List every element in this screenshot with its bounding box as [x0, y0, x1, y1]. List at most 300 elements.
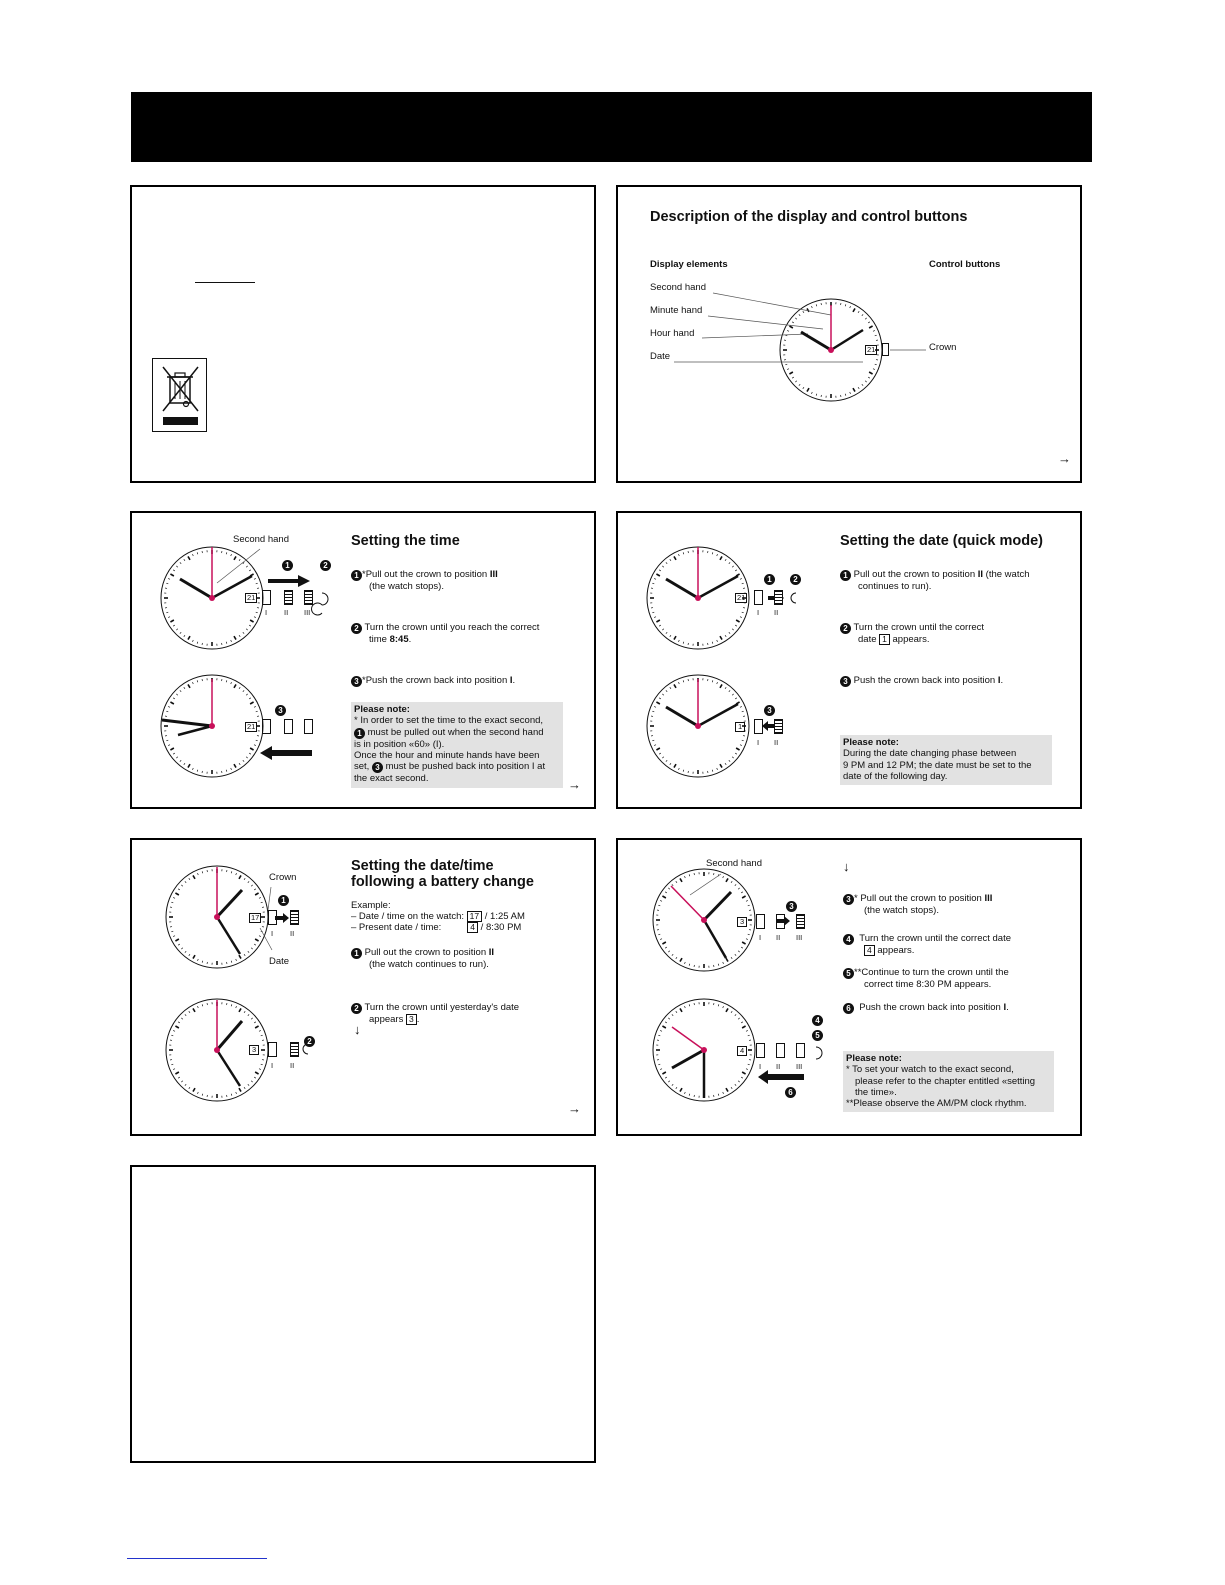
dial-tick — [748, 1035, 750, 1036]
dial-tick — [181, 1081, 182, 1082]
dial-tick — [259, 1030, 261, 1031]
crown-icon — [304, 719, 313, 734]
dial-tick — [746, 900, 748, 901]
dial-tick — [811, 306, 812, 308]
dial-tick — [662, 694, 663, 695]
panel-display-description — [616, 185, 1082, 483]
next-arrow: → — [568, 777, 581, 792]
dial-tick — [656, 702, 659, 704]
next-arrow: → — [1058, 451, 1071, 466]
position-label: II — [290, 929, 295, 938]
dial-tick — [236, 959, 237, 961]
dial-tick — [674, 764, 676, 767]
dial-tick — [192, 768, 193, 770]
note-title: Please note: — [354, 704, 410, 715]
step-text: (the watch stops). — [369, 581, 444, 592]
panel-battery-change-continued — [616, 838, 1082, 1136]
dial-tick — [668, 1081, 669, 1082]
dial-tick — [729, 562, 730, 563]
date-box: 17 — [467, 911, 482, 922]
dial-tick — [668, 951, 669, 952]
step-5: 5 **Continue to turn the crown until the correct time 8:30 PM appears. — [843, 967, 1073, 990]
dial-tick — [672, 954, 673, 955]
dial-tick — [248, 1084, 249, 1085]
date-box: 4 — [864, 945, 875, 956]
step-text: Turn the crown until yesterday's date — [364, 1002, 520, 1013]
dial-tick — [173, 1030, 175, 1031]
dial-tick — [741, 947, 743, 948]
step-badge-1: 1 — [282, 560, 293, 571]
step-1 — [351, 947, 581, 970]
note-line: 9 PM and 12 PM; the date must be set to the — [843, 759, 1032, 771]
dial-tick — [254, 1077, 256, 1078]
position-label: II — [776, 933, 781, 942]
dial-tick — [660, 1069, 662, 1070]
dial-tick — [197, 770, 198, 772]
date-window-top — [245, 593, 257, 603]
note-line: * In order to set the time to the exact second, — [354, 715, 544, 727]
date-value: 3 — [252, 1045, 257, 1054]
dial-tick — [736, 748, 739, 750]
dial-tick — [799, 314, 800, 315]
dial-tick — [250, 702, 253, 704]
position-value: II — [977, 569, 984, 580]
dial-tick — [660, 939, 662, 940]
dial-tick — [662, 1072, 665, 1074]
dial-tick — [862, 314, 863, 315]
dial-tick — [735, 954, 736, 955]
dial-tick — [803, 387, 804, 389]
step-number: 1 — [351, 948, 362, 959]
date-window-bottom — [249, 1045, 259, 1055]
dial-tick — [670, 559, 671, 561]
crown-icon — [796, 914, 805, 929]
dial-tick — [659, 698, 661, 699]
date-box: 1 — [879, 634, 890, 645]
dial-tick — [185, 881, 186, 882]
step-badge-4: 4 — [812, 1015, 823, 1026]
dial-tick — [185, 1084, 186, 1085]
dial-tick — [251, 885, 252, 886]
dial-tick — [742, 583, 744, 584]
label-date: Date — [269, 956, 290, 967]
dial-tick — [192, 554, 193, 556]
position-label: I — [271, 929, 274, 938]
dial-tick — [787, 369, 789, 370]
dial-tick — [678, 554, 679, 556]
display-elements-heading: Display elements — [650, 259, 728, 270]
dial-tick — [231, 1094, 232, 1096]
dial-tick — [795, 318, 796, 319]
dial-tick — [249, 753, 251, 754]
dial-tick — [746, 1069, 748, 1070]
dial-tick — [184, 635, 185, 637]
dial-tick — [170, 748, 173, 750]
dial-tick — [741, 1022, 743, 1023]
dial-tick — [742, 711, 744, 712]
dial-tick — [181, 1018, 182, 1019]
dial-tick — [873, 369, 875, 370]
dial-tick — [254, 745, 256, 746]
dial-tick — [738, 1018, 739, 1019]
dial-tick — [652, 711, 654, 712]
dial-tick — [239, 635, 240, 637]
label-date: Date — [650, 351, 671, 362]
dial-tick — [239, 559, 240, 561]
dial-tick — [658, 1035, 660, 1036]
note-line: date of the following day. — [843, 770, 948, 782]
dial-tick — [742, 1072, 745, 1074]
crown-positions-bottom — [262, 719, 322, 733]
position-label: II — [290, 1061, 295, 1070]
dial-tick — [718, 964, 719, 966]
dial-tick — [189, 1087, 190, 1089]
date-window-top — [735, 593, 747, 603]
dial-tick — [666, 562, 667, 563]
position-value: I — [1003, 1002, 1007, 1013]
date-value: 17 — [251, 913, 260, 922]
title-line: Setting the date/time — [351, 858, 494, 874]
dial-tick — [259, 1069, 261, 1070]
control-buttons-heading: Control buttons — [929, 259, 1001, 270]
dial-tick — [689, 1004, 690, 1006]
example-text: / 8:30 PM — [478, 922, 522, 933]
dial-tick — [231, 871, 232, 873]
dial-tick — [226, 680, 227, 682]
position-value: I — [997, 675, 1001, 686]
dial-tick — [231, 961, 232, 963]
note-line: is in position «60» (I). — [354, 738, 445, 750]
dial-tick — [678, 640, 679, 642]
dial-tick — [850, 392, 851, 394]
dial-tick — [246, 566, 247, 567]
dial-tick — [729, 760, 730, 761]
position-value: III — [489, 569, 498, 580]
dial-tick — [180, 690, 181, 691]
dial-tick — [741, 1077, 743, 1078]
dial-tick — [255, 1026, 258, 1028]
step-text: Pull out the crown to position — [365, 569, 490, 580]
dial-tick — [676, 1011, 677, 1013]
example-text: – Present date / time: — [351, 922, 442, 933]
dial-tick — [845, 304, 846, 306]
section-title: Setting the time — [351, 533, 460, 549]
dial-tick — [202, 961, 203, 963]
dial-tick — [869, 372, 872, 374]
underline-rule — [195, 282, 255, 283]
step-text: (the watch — [983, 569, 1030, 580]
dial-tick — [244, 1011, 245, 1013]
dial-tick — [656, 574, 659, 576]
note-line: please refer to the chapter entitled «setting — [855, 1075, 1036, 1087]
dial-tick — [188, 556, 190, 559]
dial-tick — [246, 757, 247, 758]
dial-tick — [173, 936, 175, 937]
dial-tick — [712, 680, 713, 682]
dial-tick — [202, 871, 203, 873]
dial-tick — [184, 559, 185, 561]
dial-tick — [197, 873, 198, 875]
dial-tick — [184, 687, 185, 689]
label-second-hand: Second hand — [650, 282, 706, 293]
header-banner — [131, 92, 1092, 162]
dial-tick — [231, 682, 232, 684]
dial-tick — [726, 958, 728, 961]
dial-tick — [231, 768, 232, 770]
step-3: 3 *Push the crown back into position I. — [351, 675, 581, 687]
dial-tick — [723, 1006, 724, 1008]
step-text: time — [369, 634, 390, 645]
dial-tick — [717, 640, 718, 642]
dial-tick — [678, 682, 679, 684]
panel-setting-date — [616, 511, 1082, 809]
dial-tick — [795, 381, 796, 382]
dial-tick — [726, 878, 728, 881]
crown-icon — [754, 719, 763, 734]
dial-tick — [735, 1014, 736, 1015]
dial-tick — [680, 878, 682, 881]
section-title — [351, 858, 534, 890]
dial-tick — [239, 687, 240, 689]
dial-tick — [239, 1088, 241, 1091]
step-text: appears — [369, 1014, 406, 1025]
dial-tick — [178, 889, 180, 890]
dial-tick — [732, 629, 733, 630]
dial-tick — [853, 308, 855, 311]
dial-tick — [875, 364, 877, 365]
example-line — [351, 922, 571, 933]
dial-tick — [184, 763, 185, 765]
panel-empty — [130, 1165, 596, 1463]
dial-tick — [234, 556, 236, 559]
dial-tick — [662, 566, 663, 567]
step-1 — [840, 569, 1070, 592]
example-text: – Date / time on the watch: — [351, 911, 465, 922]
position-value: I — [509, 675, 513, 686]
note-line: * To set your watch to the exact second, — [846, 1064, 1014, 1076]
dial-tick — [197, 1006, 198, 1008]
dial-tick — [259, 897, 261, 898]
date-window-bottom — [737, 1046, 747, 1056]
dial-tick — [231, 554, 232, 556]
dial-tick — [792, 377, 794, 378]
dial-tick — [666, 690, 667, 691]
dial-tick — [735, 1084, 736, 1085]
step-badge-6: 6 — [785, 1087, 796, 1098]
footnote-mark: * — [362, 569, 366, 580]
dial-tick — [192, 640, 193, 642]
dial-tick — [251, 948, 252, 949]
dial-tick — [683, 770, 684, 772]
dial-tick — [742, 942, 745, 944]
dial-tick — [717, 554, 718, 556]
dial-tick — [858, 387, 859, 389]
crown-icon — [796, 1043, 805, 1058]
step-badge-2: 2 — [790, 574, 801, 585]
dial-tick — [175, 1072, 178, 1074]
step-badge-3: 3 — [786, 901, 797, 912]
dial-tick — [807, 388, 809, 391]
dial-tick — [672, 1084, 673, 1085]
step-6: 6 Push the crown back into position I. — [843, 1002, 1073, 1014]
dial-tick — [250, 620, 253, 622]
dial-tick — [255, 1072, 258, 1074]
dial-tick — [652, 740, 654, 741]
dial-tick — [742, 612, 744, 613]
dial-tick — [726, 1088, 728, 1091]
dial-tick — [811, 392, 812, 394]
dial-tick — [175, 893, 178, 895]
step-number: 1 — [354, 728, 365, 739]
step-text: Turn the crown until the correct date — [859, 933, 1012, 944]
position-label: I — [757, 738, 760, 747]
note-box — [351, 702, 563, 788]
dial-tick — [255, 939, 258, 941]
dial-tick — [868, 322, 870, 323]
dial-tick — [178, 1022, 180, 1023]
dial-tick — [173, 625, 175, 626]
dial-tick — [736, 620, 739, 622]
dial-tick — [665, 1022, 667, 1023]
step-badge-1: 1 — [278, 895, 289, 906]
dial-tick — [725, 559, 726, 561]
dial-tick — [176, 566, 177, 567]
dial-tick — [173, 1069, 175, 1070]
dial-tick — [676, 1087, 677, 1089]
dial-tick — [723, 962, 724, 964]
dial-tick — [193, 1008, 195, 1011]
dial-tick — [226, 642, 227, 644]
dial-tick — [166, 740, 168, 741]
panel-disposal — [130, 185, 596, 483]
dial-tick — [226, 552, 227, 554]
weee-bin-icon — [152, 358, 207, 432]
dial-tick — [680, 958, 682, 961]
dial-tick — [261, 1064, 263, 1065]
dial-tick — [689, 1094, 690, 1096]
down-arrow: ↓ — [843, 859, 850, 874]
dial-tick — [720, 636, 722, 639]
label-crown: Crown — [269, 872, 297, 883]
dial-tick — [785, 335, 787, 336]
example-text: / 1:25 AM — [482, 911, 525, 922]
dial-tick — [712, 770, 713, 772]
dial-tick — [255, 893, 258, 895]
dial-tick — [170, 702, 173, 704]
dial-tick — [654, 706, 656, 707]
note-line — [354, 761, 560, 773]
dial-tick — [792, 322, 794, 323]
dial-tick — [254, 1022, 256, 1023]
dial-tick — [254, 706, 256, 707]
crown-icon — [284, 590, 293, 605]
position-label: II — [776, 1062, 781, 1071]
step-2: 2 Turn the crown until yesterday's date appears 3 . — [351, 1002, 581, 1025]
dial-tick — [171, 1035, 173, 1036]
dial-tick — [665, 947, 667, 948]
dial-tick — [192, 682, 193, 684]
dial-tick — [683, 680, 684, 682]
dial-tick — [254, 944, 256, 945]
position-label: II — [284, 608, 289, 617]
note-line: Once the hour and minute hands have been — [354, 749, 540, 761]
dial-tick — [665, 892, 667, 893]
crown-positions-top — [262, 590, 322, 620]
dial-tick — [244, 954, 245, 956]
dial-tick — [173, 897, 175, 898]
dial-tick — [202, 1094, 203, 1096]
dial-tick — [236, 1006, 237, 1008]
step-text: Push the crown back into position — [853, 675, 998, 686]
date-box: 3 — [406, 1014, 417, 1025]
note-text: must be pulled out when the second hand — [365, 726, 544, 738]
note-title: Please note: — [846, 1053, 902, 1064]
date-value: 21 — [867, 345, 876, 354]
dial-tick — [746, 939, 748, 940]
dial-tick — [197, 680, 198, 682]
crown-icon — [882, 343, 889, 356]
dial-tick — [741, 892, 743, 893]
footer-link-underline — [127, 1558, 267, 1559]
dial-tick — [181, 885, 182, 886]
dial-tick — [654, 745, 656, 746]
dial-tick — [197, 959, 198, 961]
dial-tick — [254, 889, 256, 890]
dial-tick — [171, 902, 173, 903]
step-number: 3 — [372, 762, 383, 773]
dial-tick — [712, 552, 713, 554]
dial-tick — [656, 620, 659, 622]
dial-tick — [662, 896, 665, 898]
dial-tick — [175, 1026, 178, 1028]
crown-icon — [776, 1043, 785, 1058]
dial-tick — [668, 1018, 669, 1019]
step-number: 1 — [840, 570, 851, 581]
dial-tick — [665, 1077, 667, 1078]
dial-tick — [226, 770, 227, 772]
dial-tick — [725, 635, 726, 637]
crown-icon — [776, 914, 785, 929]
step-4 — [843, 933, 1073, 956]
next-arrow: → — [568, 1101, 581, 1116]
dial-tick — [729, 690, 730, 691]
note-title: Please note: — [843, 737, 899, 748]
dial-tick — [717, 768, 718, 770]
dial-tick — [231, 640, 232, 642]
dial-tick — [718, 1004, 719, 1006]
dial-tick — [873, 330, 875, 331]
dial-tick — [234, 684, 236, 687]
dial-tick — [171, 931, 173, 932]
label-hour-hand: Hour hand — [650, 328, 695, 339]
dial-tick — [853, 388, 855, 391]
dial-tick — [740, 745, 742, 746]
crown-icon — [290, 910, 299, 925]
dial-tick — [816, 394, 817, 396]
dial-tick — [178, 944, 180, 945]
dial-tick — [244, 878, 245, 880]
step-text: correct time 8:30 PM appears. — [864, 979, 992, 990]
position-label: III — [304, 608, 311, 617]
step-number: 2 — [351, 623, 362, 634]
dial-tick — [720, 684, 722, 687]
position-label: III — [796, 933, 803, 942]
step-badge-3: 3 — [764, 705, 775, 716]
dial-tick — [718, 1094, 719, 1096]
dial-tick — [659, 753, 661, 754]
dial-tick — [674, 636, 676, 639]
dial-tick — [723, 1092, 724, 1094]
